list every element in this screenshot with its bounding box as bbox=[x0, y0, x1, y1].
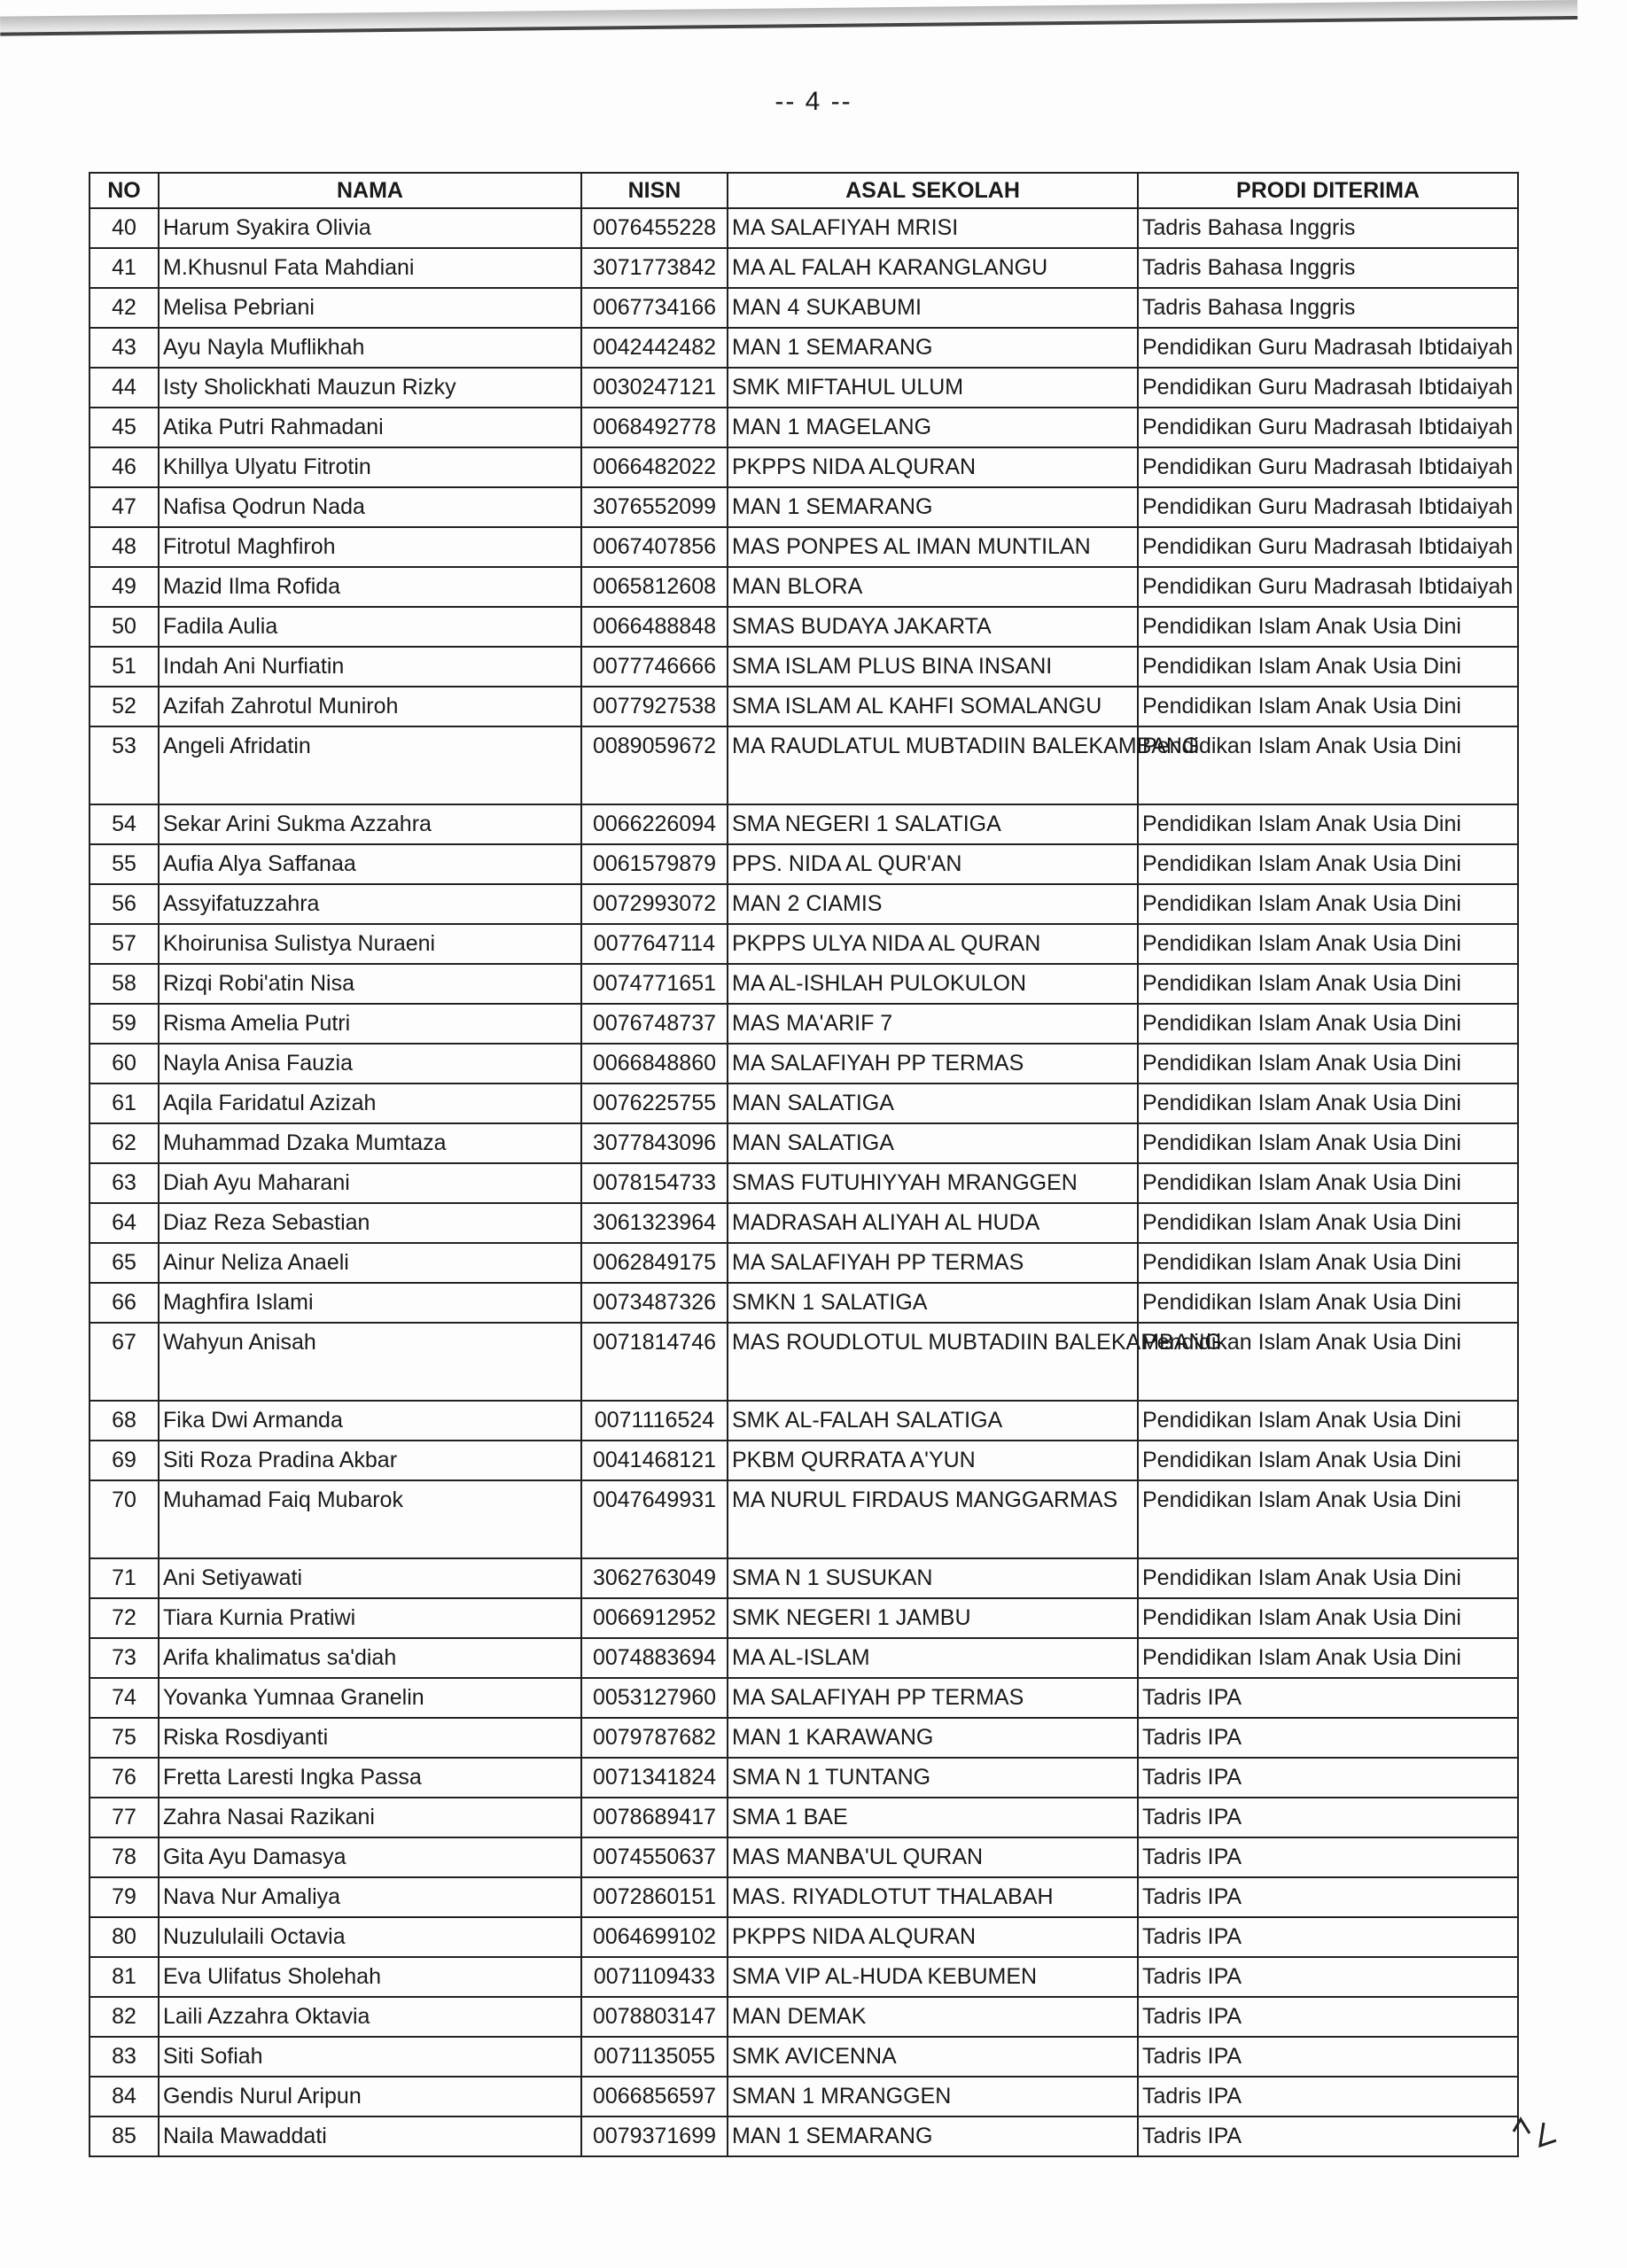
row-prodi: Tadris IPA bbox=[1138, 2037, 1518, 2077]
row-no: 69 bbox=[90, 1441, 159, 1480]
row-prodi: Pendidikan Islam Anak Usia Dini bbox=[1138, 1323, 1518, 1401]
row-prodi: Pendidikan Islam Anak Usia Dini bbox=[1138, 726, 1518, 804]
row-prodi: Pendidikan Islam Anak Usia Dini bbox=[1138, 1638, 1518, 1678]
row-asal-sekolah: MA AL-ISLAM bbox=[728, 1638, 1138, 1678]
table-row bbox=[90, 1123, 1518, 1163]
row-no: 82 bbox=[90, 1997, 159, 2037]
row-prodi: Pendidikan Islam Anak Usia Dini bbox=[1138, 1163, 1518, 1203]
row-nisn: 3062763049 bbox=[581, 1558, 728, 1598]
row-nama: Fadila Aulia bbox=[159, 607, 581, 647]
table-row bbox=[90, 1163, 1518, 1203]
row-nama: Maghfira Islami bbox=[159, 1283, 581, 1323]
table-row bbox=[90, 288, 1518, 328]
row-no: 62 bbox=[90, 1123, 159, 1163]
row-nama: Nafisa Qodrun Nada bbox=[159, 487, 581, 527]
row-nisn: 0067734166 bbox=[581, 288, 728, 328]
row-nama: Gendis Nurul Aripun bbox=[159, 2077, 581, 2117]
row-asal-sekolah: SMA N 1 TUNTANG bbox=[728, 1758, 1138, 1798]
row-no: 53 bbox=[90, 726, 159, 804]
row-nama: Diaz Reza Sebastian bbox=[159, 1203, 581, 1243]
row-nama: Ayu Nayla Muflikhah bbox=[159, 328, 581, 368]
row-no: 63 bbox=[90, 1163, 159, 1203]
row-nisn: 0062849175 bbox=[581, 1243, 728, 1283]
row-asal-sekolah: MADRASAH ALIYAH AL HUDA bbox=[728, 1203, 1138, 1243]
row-asal-sekolah: MA NURUL FIRDAUS MANGGARMAS bbox=[728, 1480, 1138, 1558]
row-no: 50 bbox=[90, 607, 159, 647]
row-nama: Aqila Faridatul Azizah bbox=[159, 1084, 581, 1123]
row-nisn: 0053127960 bbox=[581, 1678, 728, 1718]
table-row bbox=[90, 1480, 1518, 1558]
row-nisn: 0071116524 bbox=[581, 1401, 728, 1441]
row-nama: Nuzululaili Octavia bbox=[159, 1917, 581, 1957]
row-no: 78 bbox=[90, 1837, 159, 1877]
row-nama: Azifah Zahrotul Muniroh bbox=[159, 687, 581, 726]
row-nama: Riska Rosdiyanti bbox=[159, 1718, 581, 1758]
table-row bbox=[90, 1638, 1518, 1678]
row-nama: Siti Sofiah bbox=[159, 2037, 581, 2077]
row-nama: Mazid Ilma Rofida bbox=[159, 567, 581, 607]
row-asal-sekolah: SMK MIFTAHUL ULUM bbox=[728, 368, 1138, 408]
page-number: -- 4 -- bbox=[775, 87, 852, 116]
row-no: 76 bbox=[90, 1758, 159, 1798]
row-nama: Yovanka Yumnaa Granelin bbox=[159, 1678, 581, 1718]
table-row bbox=[90, 1004, 1518, 1044]
row-nisn: 0041468121 bbox=[581, 1441, 728, 1480]
row-asal-sekolah: MAN 4 SUKABUMI bbox=[728, 288, 1138, 328]
row-no: 59 bbox=[90, 1004, 159, 1044]
row-no: 42 bbox=[90, 288, 159, 328]
table-row bbox=[90, 1997, 1518, 2037]
row-no: 74 bbox=[90, 1678, 159, 1718]
row-prodi: Pendidikan Islam Anak Usia Dini bbox=[1138, 1598, 1518, 1638]
table-row bbox=[90, 607, 1518, 647]
header-nisn: NISN bbox=[581, 173, 728, 208]
row-no: 51 bbox=[90, 647, 159, 687]
row-no: 57 bbox=[90, 924, 159, 964]
table-row bbox=[90, 208, 1518, 248]
row-prodi: Pendidikan Islam Anak Usia Dini bbox=[1138, 1084, 1518, 1123]
row-prodi: Pendidikan Islam Anak Usia Dini bbox=[1138, 844, 1518, 884]
row-nama: Fika Dwi Armanda bbox=[159, 1401, 581, 1441]
row-nisn: 0071109433 bbox=[581, 1957, 728, 1997]
row-nisn: 0065812608 bbox=[581, 567, 728, 607]
row-prodi: Pendidikan Islam Anak Usia Dini bbox=[1138, 1283, 1518, 1323]
table-row bbox=[90, 248, 1518, 288]
row-asal-sekolah: PKPPS NIDA ALQURAN bbox=[728, 447, 1138, 487]
row-prodi: Pendidikan Guru Madrasah Ibtidaiyah bbox=[1138, 527, 1518, 567]
row-prodi: Tadris Bahasa Inggris bbox=[1138, 248, 1518, 288]
row-nama: Naila Mawaddati bbox=[159, 2117, 581, 2156]
row-nisn: 0071341824 bbox=[581, 1758, 728, 1798]
table-row bbox=[90, 487, 1518, 527]
row-prodi: Pendidikan Guru Madrasah Ibtidaiyah bbox=[1138, 328, 1518, 368]
row-nisn: 0066912952 bbox=[581, 1598, 728, 1638]
table-row bbox=[90, 368, 1518, 408]
row-nama: Khillya Ulyatu Fitrotin bbox=[159, 447, 581, 487]
row-nama: Laili Azzahra Oktavia bbox=[159, 1997, 581, 2037]
row-no: 60 bbox=[90, 1044, 159, 1084]
row-prodi: Pendidikan Islam Anak Usia Dini bbox=[1138, 687, 1518, 726]
table-row bbox=[90, 1837, 1518, 1877]
row-nama: Indah Ani Nurfiatin bbox=[159, 647, 581, 687]
row-asal-sekolah: SMA 1 BAE bbox=[728, 1798, 1138, 1837]
row-asal-sekolah: SMK AL-FALAH SALATIGA bbox=[728, 1401, 1138, 1441]
row-prodi: Pendidikan Islam Anak Usia Dini bbox=[1138, 964, 1518, 1004]
row-asal-sekolah: MAS PONPES AL IMAN MUNTILAN bbox=[728, 527, 1138, 567]
table-row bbox=[90, 647, 1518, 687]
row-prodi: Tadris IPA bbox=[1138, 2117, 1518, 2156]
row-prodi: Tadris IPA bbox=[1138, 1758, 1518, 1798]
header-asal-sekolah: ASAL SEKOLAH bbox=[728, 173, 1138, 208]
row-asal-sekolah: SMK AVICENNA bbox=[728, 2037, 1138, 2077]
row-nama: Muhamad Faiq Mubarok bbox=[159, 1480, 581, 1558]
row-no: 83 bbox=[90, 2037, 159, 2077]
row-nisn: 0079371699 bbox=[581, 2117, 728, 2156]
table-row bbox=[90, 1957, 1518, 1997]
row-nisn: 0076455228 bbox=[581, 208, 728, 248]
row-asal-sekolah: SMAS BUDAYA JAKARTA bbox=[728, 607, 1138, 647]
row-prodi: Pendidikan Islam Anak Usia Dini bbox=[1138, 924, 1518, 964]
row-asal-sekolah: SMA ISLAM PLUS BINA INSANI bbox=[728, 647, 1138, 687]
row-no: 47 bbox=[90, 487, 159, 527]
row-no: 40 bbox=[90, 208, 159, 248]
table-row bbox=[90, 328, 1518, 368]
row-asal-sekolah: MA SALAFIYAH MRISI bbox=[728, 208, 1138, 248]
row-asal-sekolah: SMA VIP AL-HUDA KEBUMEN bbox=[728, 1957, 1138, 1997]
row-asal-sekolah: MA SALAFIYAH PP TERMAS bbox=[728, 1044, 1138, 1084]
table-header-row bbox=[90, 173, 1518, 208]
row-no: 77 bbox=[90, 1798, 159, 1837]
row-asal-sekolah: MAS ROUDLOTUL MUBTADIIN BALEKAMBANG bbox=[728, 1323, 1138, 1401]
row-nama: Fretta Laresti Ingka Passa bbox=[159, 1758, 581, 1798]
table-row bbox=[90, 1323, 1518, 1401]
row-no: 85 bbox=[90, 2117, 159, 2156]
row-no: 43 bbox=[90, 328, 159, 368]
row-no: 44 bbox=[90, 368, 159, 408]
row-nama: Fitrotul Maghfiroh bbox=[159, 527, 581, 567]
row-no: 52 bbox=[90, 687, 159, 726]
row-prodi: Pendidikan Guru Madrasah Ibtidaiyah bbox=[1138, 447, 1518, 487]
header-nama: NAMA bbox=[159, 173, 581, 208]
row-nama: Rizqi Robi'atin Nisa bbox=[159, 964, 581, 1004]
row-asal-sekolah: PKPPS ULYA NIDA AL QURAN bbox=[728, 924, 1138, 964]
row-prodi: Pendidikan Guru Madrasah Ibtidaiyah bbox=[1138, 368, 1518, 408]
row-prodi: Tadris IPA bbox=[1138, 2077, 1518, 2117]
row-prodi: Tadris IPA bbox=[1138, 1678, 1518, 1718]
row-nisn: 0061579879 bbox=[581, 844, 728, 884]
row-nama: Nayla Anisa Fauzia bbox=[159, 1044, 581, 1084]
row-nisn: 0089059672 bbox=[581, 726, 728, 804]
row-nisn: 0072860151 bbox=[581, 1877, 728, 1917]
row-prodi: Tadris IPA bbox=[1138, 1997, 1518, 2037]
header-no: NO bbox=[90, 173, 159, 208]
table-row bbox=[90, 408, 1518, 447]
table-row bbox=[90, 1758, 1518, 1798]
row-no: 66 bbox=[90, 1283, 159, 1323]
row-nama: Sekar Arini Sukma Azzahra bbox=[159, 804, 581, 844]
table-row bbox=[90, 1877, 1518, 1917]
row-no: 71 bbox=[90, 1558, 159, 1598]
row-prodi: Pendidikan Islam Anak Usia Dini bbox=[1138, 1123, 1518, 1163]
row-nama: Isty Sholickhati Mauzun Rizky bbox=[159, 368, 581, 408]
row-prodi: Pendidikan Islam Anak Usia Dini bbox=[1138, 804, 1518, 844]
admission-table bbox=[89, 172, 1519, 2157]
table-row bbox=[90, 726, 1518, 804]
row-no: 48 bbox=[90, 527, 159, 567]
row-prodi: Tadris Bahasa Inggris bbox=[1138, 288, 1518, 328]
row-nama: Ainur Neliza Anaeli bbox=[159, 1243, 581, 1283]
row-nama: Gita Ayu Damasya bbox=[159, 1837, 581, 1877]
row-prodi: Pendidikan Islam Anak Usia Dini bbox=[1138, 884, 1518, 924]
row-nisn: 0047649931 bbox=[581, 1480, 728, 1558]
row-prodi: Pendidikan Guru Madrasah Ibtidaiyah bbox=[1138, 567, 1518, 607]
row-nisn: 0076225755 bbox=[581, 1084, 728, 1123]
row-prodi: Pendidikan Islam Anak Usia Dini bbox=[1138, 1044, 1518, 1084]
table-row bbox=[90, 687, 1518, 726]
row-no: 46 bbox=[90, 447, 159, 487]
row-nama: Wahyun Anisah bbox=[159, 1323, 581, 1401]
row-no: 81 bbox=[90, 1957, 159, 1997]
table-row bbox=[90, 1441, 1518, 1480]
row-asal-sekolah: MAN 1 SEMARANG bbox=[728, 328, 1138, 368]
row-prodi: Tadris IPA bbox=[1138, 1957, 1518, 1997]
row-prodi: Tadris Bahasa Inggris bbox=[1138, 208, 1518, 248]
row-asal-sekolah: MAN 1 MAGELANG bbox=[728, 408, 1138, 447]
table-row bbox=[90, 1798, 1518, 1837]
row-nisn: 0077927538 bbox=[581, 687, 728, 726]
row-asal-sekolah: MAS. RIYADLOTUT THALABAH bbox=[728, 1877, 1138, 1917]
row-no: 58 bbox=[90, 964, 159, 1004]
table-row bbox=[90, 567, 1518, 607]
row-nama: Khoirunisa Sulistya Nuraeni bbox=[159, 924, 581, 964]
row-nama: Aufia Alya Saffanaa bbox=[159, 844, 581, 884]
row-asal-sekolah: PKBM QURRATA A'YUN bbox=[728, 1441, 1138, 1480]
table-row bbox=[90, 1283, 1518, 1323]
row-asal-sekolah: MA SALAFIYAH PP TERMAS bbox=[728, 1678, 1138, 1718]
row-no: 75 bbox=[90, 1718, 159, 1758]
row-nisn: 0066488848 bbox=[581, 607, 728, 647]
table-row bbox=[90, 2077, 1518, 2117]
table-row bbox=[90, 804, 1518, 844]
table-row bbox=[90, 1203, 1518, 1243]
row-nisn: 0042442482 bbox=[581, 328, 728, 368]
table-row bbox=[90, 1558, 1518, 1598]
row-prodi: Pendidikan Islam Anak Usia Dini bbox=[1138, 607, 1518, 647]
row-nisn: 0071135055 bbox=[581, 2037, 728, 2077]
row-nisn: 0066226094 bbox=[581, 804, 728, 844]
row-prodi: Pendidikan Islam Anak Usia Dini bbox=[1138, 1441, 1518, 1480]
row-prodi: Pendidikan Islam Anak Usia Dini bbox=[1138, 1401, 1518, 1441]
row-nisn: 0074883694 bbox=[581, 1638, 728, 1678]
row-nama: Angeli Afridatin bbox=[159, 726, 581, 804]
row-nisn: 0074771651 bbox=[581, 964, 728, 1004]
row-prodi: Pendidikan Islam Anak Usia Dini bbox=[1138, 1243, 1518, 1283]
table-row bbox=[90, 1598, 1518, 1638]
row-asal-sekolah: MA AL-ISHLAH PULOKULON bbox=[728, 964, 1138, 1004]
row-nama: Ani Setiyawati bbox=[159, 1558, 581, 1598]
row-no: 61 bbox=[90, 1084, 159, 1123]
table-row bbox=[90, 1401, 1518, 1441]
row-nama: Eva Ulifatus Sholehah bbox=[159, 1957, 581, 1997]
table-row bbox=[90, 1718, 1518, 1758]
row-asal-sekolah: MAN 1 SEMARANG bbox=[728, 2117, 1138, 2156]
table-row bbox=[90, 1243, 1518, 1283]
row-asal-sekolah: SMA ISLAM AL KAHFI SOMALANGU bbox=[728, 687, 1138, 726]
row-nama: Melisa Pebriani bbox=[159, 288, 581, 328]
row-no: 56 bbox=[90, 884, 159, 924]
row-prodi: Pendidikan Islam Anak Usia Dini bbox=[1138, 647, 1518, 687]
row-no: 49 bbox=[90, 567, 159, 607]
row-asal-sekolah: MAN 2 CIAMIS bbox=[728, 884, 1138, 924]
row-nisn: 0064699102 bbox=[581, 1917, 728, 1957]
table-row bbox=[90, 1044, 1518, 1084]
row-nama: Tiara Kurnia Pratiwi bbox=[159, 1598, 581, 1638]
table-row bbox=[90, 1917, 1518, 1957]
row-asal-sekolah: MAS MA'ARIF 7 bbox=[728, 1004, 1138, 1044]
row-nisn: 0066848860 bbox=[581, 1044, 728, 1084]
row-nama: Diah Ayu Maharani bbox=[159, 1163, 581, 1203]
row-no: 64 bbox=[90, 1203, 159, 1243]
row-asal-sekolah: MAN 1 SEMARANG bbox=[728, 487, 1138, 527]
table-body bbox=[90, 208, 1518, 2156]
scan-edge-shadow bbox=[0, 0, 1577, 36]
row-nisn: 0077746666 bbox=[581, 647, 728, 687]
row-no: 65 bbox=[90, 1243, 159, 1283]
row-prodi: Pendidikan Guru Madrasah Ibtidaiyah bbox=[1138, 487, 1518, 527]
row-asal-sekolah: MAN SALATIGA bbox=[728, 1084, 1138, 1123]
row-asal-sekolah: MAN DEMAK bbox=[728, 1997, 1138, 2037]
table-row bbox=[90, 844, 1518, 884]
table-row bbox=[90, 964, 1518, 1004]
initials-signature bbox=[1506, 2101, 1577, 2155]
table-row bbox=[90, 447, 1518, 487]
row-asal-sekolah: SMA NEGERI 1 SALATIGA bbox=[728, 804, 1138, 844]
row-nama: Arifa khalimatus sa'diah bbox=[159, 1638, 581, 1678]
table-row bbox=[90, 1678, 1518, 1718]
row-nisn: 0079787682 bbox=[581, 1718, 728, 1758]
row-no: 67 bbox=[90, 1323, 159, 1401]
row-asal-sekolah: PKPPS NIDA ALQURAN bbox=[728, 1917, 1138, 1957]
row-nisn: 0072993072 bbox=[581, 884, 728, 924]
table-row bbox=[90, 527, 1518, 567]
row-nisn: 3077843096 bbox=[581, 1123, 728, 1163]
row-no: 72 bbox=[90, 1598, 159, 1638]
row-asal-sekolah: SMK NEGERI 1 JAMBU bbox=[728, 1598, 1138, 1638]
row-nisn: 0066856597 bbox=[581, 2077, 728, 2117]
row-no: 79 bbox=[90, 1877, 159, 1917]
row-nama: Risma Amelia Putri bbox=[159, 1004, 581, 1044]
row-prodi: Tadris IPA bbox=[1138, 1837, 1518, 1877]
row-no: 84 bbox=[90, 2077, 159, 2117]
row-no: 45 bbox=[90, 408, 159, 447]
row-nisn: 0074550637 bbox=[581, 1837, 728, 1877]
row-nama: Muhammad Dzaka Mumtaza bbox=[159, 1123, 581, 1163]
row-asal-sekolah: SMA N 1 SUSUKAN bbox=[728, 1558, 1138, 1598]
row-nama: Atika Putri Rahmadani bbox=[159, 408, 581, 447]
row-nama: Siti Roza Pradina Akbar bbox=[159, 1441, 581, 1480]
row-prodi: Pendidikan Guru Madrasah Ibtidaiyah bbox=[1138, 408, 1518, 447]
table-row bbox=[90, 2037, 1518, 2077]
header-prodi-diterima: PRODI DITERIMA bbox=[1138, 173, 1518, 208]
table-row bbox=[90, 924, 1518, 964]
row-no: 41 bbox=[90, 248, 159, 288]
row-asal-sekolah: SMAS FUTUHIYYAH MRANGGEN bbox=[728, 1163, 1138, 1203]
row-asal-sekolah: MA AL FALAH KARANGLANGU bbox=[728, 248, 1138, 288]
row-no: 54 bbox=[90, 804, 159, 844]
row-nisn: 0067407856 bbox=[581, 527, 728, 567]
row-prodi: Pendidikan Islam Anak Usia Dini bbox=[1138, 1203, 1518, 1243]
row-asal-sekolah: MAN 1 KARAWANG bbox=[728, 1718, 1138, 1758]
row-nama: M.Khusnul Fata Mahdiani bbox=[159, 248, 581, 288]
row-nisn: 0078803147 bbox=[581, 1997, 728, 2037]
row-no: 70 bbox=[90, 1480, 159, 1558]
row-asal-sekolah: MAS MANBA'UL QURAN bbox=[728, 1837, 1138, 1877]
row-no: 80 bbox=[90, 1917, 159, 1957]
row-nisn: 0073487326 bbox=[581, 1283, 728, 1323]
row-nisn: 0077647114 bbox=[581, 924, 728, 964]
row-nisn: 0030247121 bbox=[581, 368, 728, 408]
row-prodi: Tadris IPA bbox=[1138, 1798, 1518, 1837]
row-asal-sekolah: MA SALAFIYAH PP TERMAS bbox=[728, 1243, 1138, 1283]
row-nisn: 0078689417 bbox=[581, 1798, 728, 1837]
row-nama: Nava Nur Amaliya bbox=[159, 1877, 581, 1917]
row-asal-sekolah: MAN SALATIGA bbox=[728, 1123, 1138, 1163]
row-nisn: 0071814746 bbox=[581, 1323, 728, 1401]
row-prodi: Pendidikan Islam Anak Usia Dini bbox=[1138, 1480, 1518, 1558]
row-nisn: 3071773842 bbox=[581, 248, 728, 288]
row-nisn: 0066482022 bbox=[581, 447, 728, 487]
row-nisn: 3061323964 bbox=[581, 1203, 728, 1243]
row-asal-sekolah: PPS. NIDA AL QUR'AN bbox=[728, 844, 1138, 884]
table-row bbox=[90, 1084, 1518, 1123]
row-asal-sekolah: MAN BLORA bbox=[728, 567, 1138, 607]
row-asal-sekolah: MA RAUDLATUL MUBTADIIN BALEKAMBANG bbox=[728, 726, 1138, 804]
row-nisn: 0078154733 bbox=[581, 1163, 728, 1203]
row-no: 73 bbox=[90, 1638, 159, 1678]
row-nama: Harum Syakira Olivia bbox=[159, 208, 581, 248]
table-row bbox=[90, 884, 1518, 924]
table-row bbox=[90, 2117, 1518, 2156]
row-prodi: Tadris IPA bbox=[1138, 1917, 1518, 1957]
row-nisn: 3076552099 bbox=[581, 487, 728, 527]
row-nama: Assyifatuzzahra bbox=[159, 884, 581, 924]
row-asal-sekolah: SMAN 1 MRANGGEN bbox=[728, 2077, 1138, 2117]
row-nisn: 0068492778 bbox=[581, 408, 728, 447]
row-prodi: Pendidikan Islam Anak Usia Dini bbox=[1138, 1558, 1518, 1598]
row-prodi: Tadris IPA bbox=[1138, 1718, 1518, 1758]
row-no: 55 bbox=[90, 844, 159, 884]
row-prodi: Pendidikan Islam Anak Usia Dini bbox=[1138, 1004, 1518, 1044]
row-asal-sekolah: SMKN 1 SALATIGA bbox=[728, 1283, 1138, 1323]
row-nama: Zahra Nasai Razikani bbox=[159, 1798, 581, 1837]
row-nisn: 0076748737 bbox=[581, 1004, 728, 1044]
row-prodi: Tadris IPA bbox=[1138, 1877, 1518, 1917]
row-no: 68 bbox=[90, 1401, 159, 1441]
